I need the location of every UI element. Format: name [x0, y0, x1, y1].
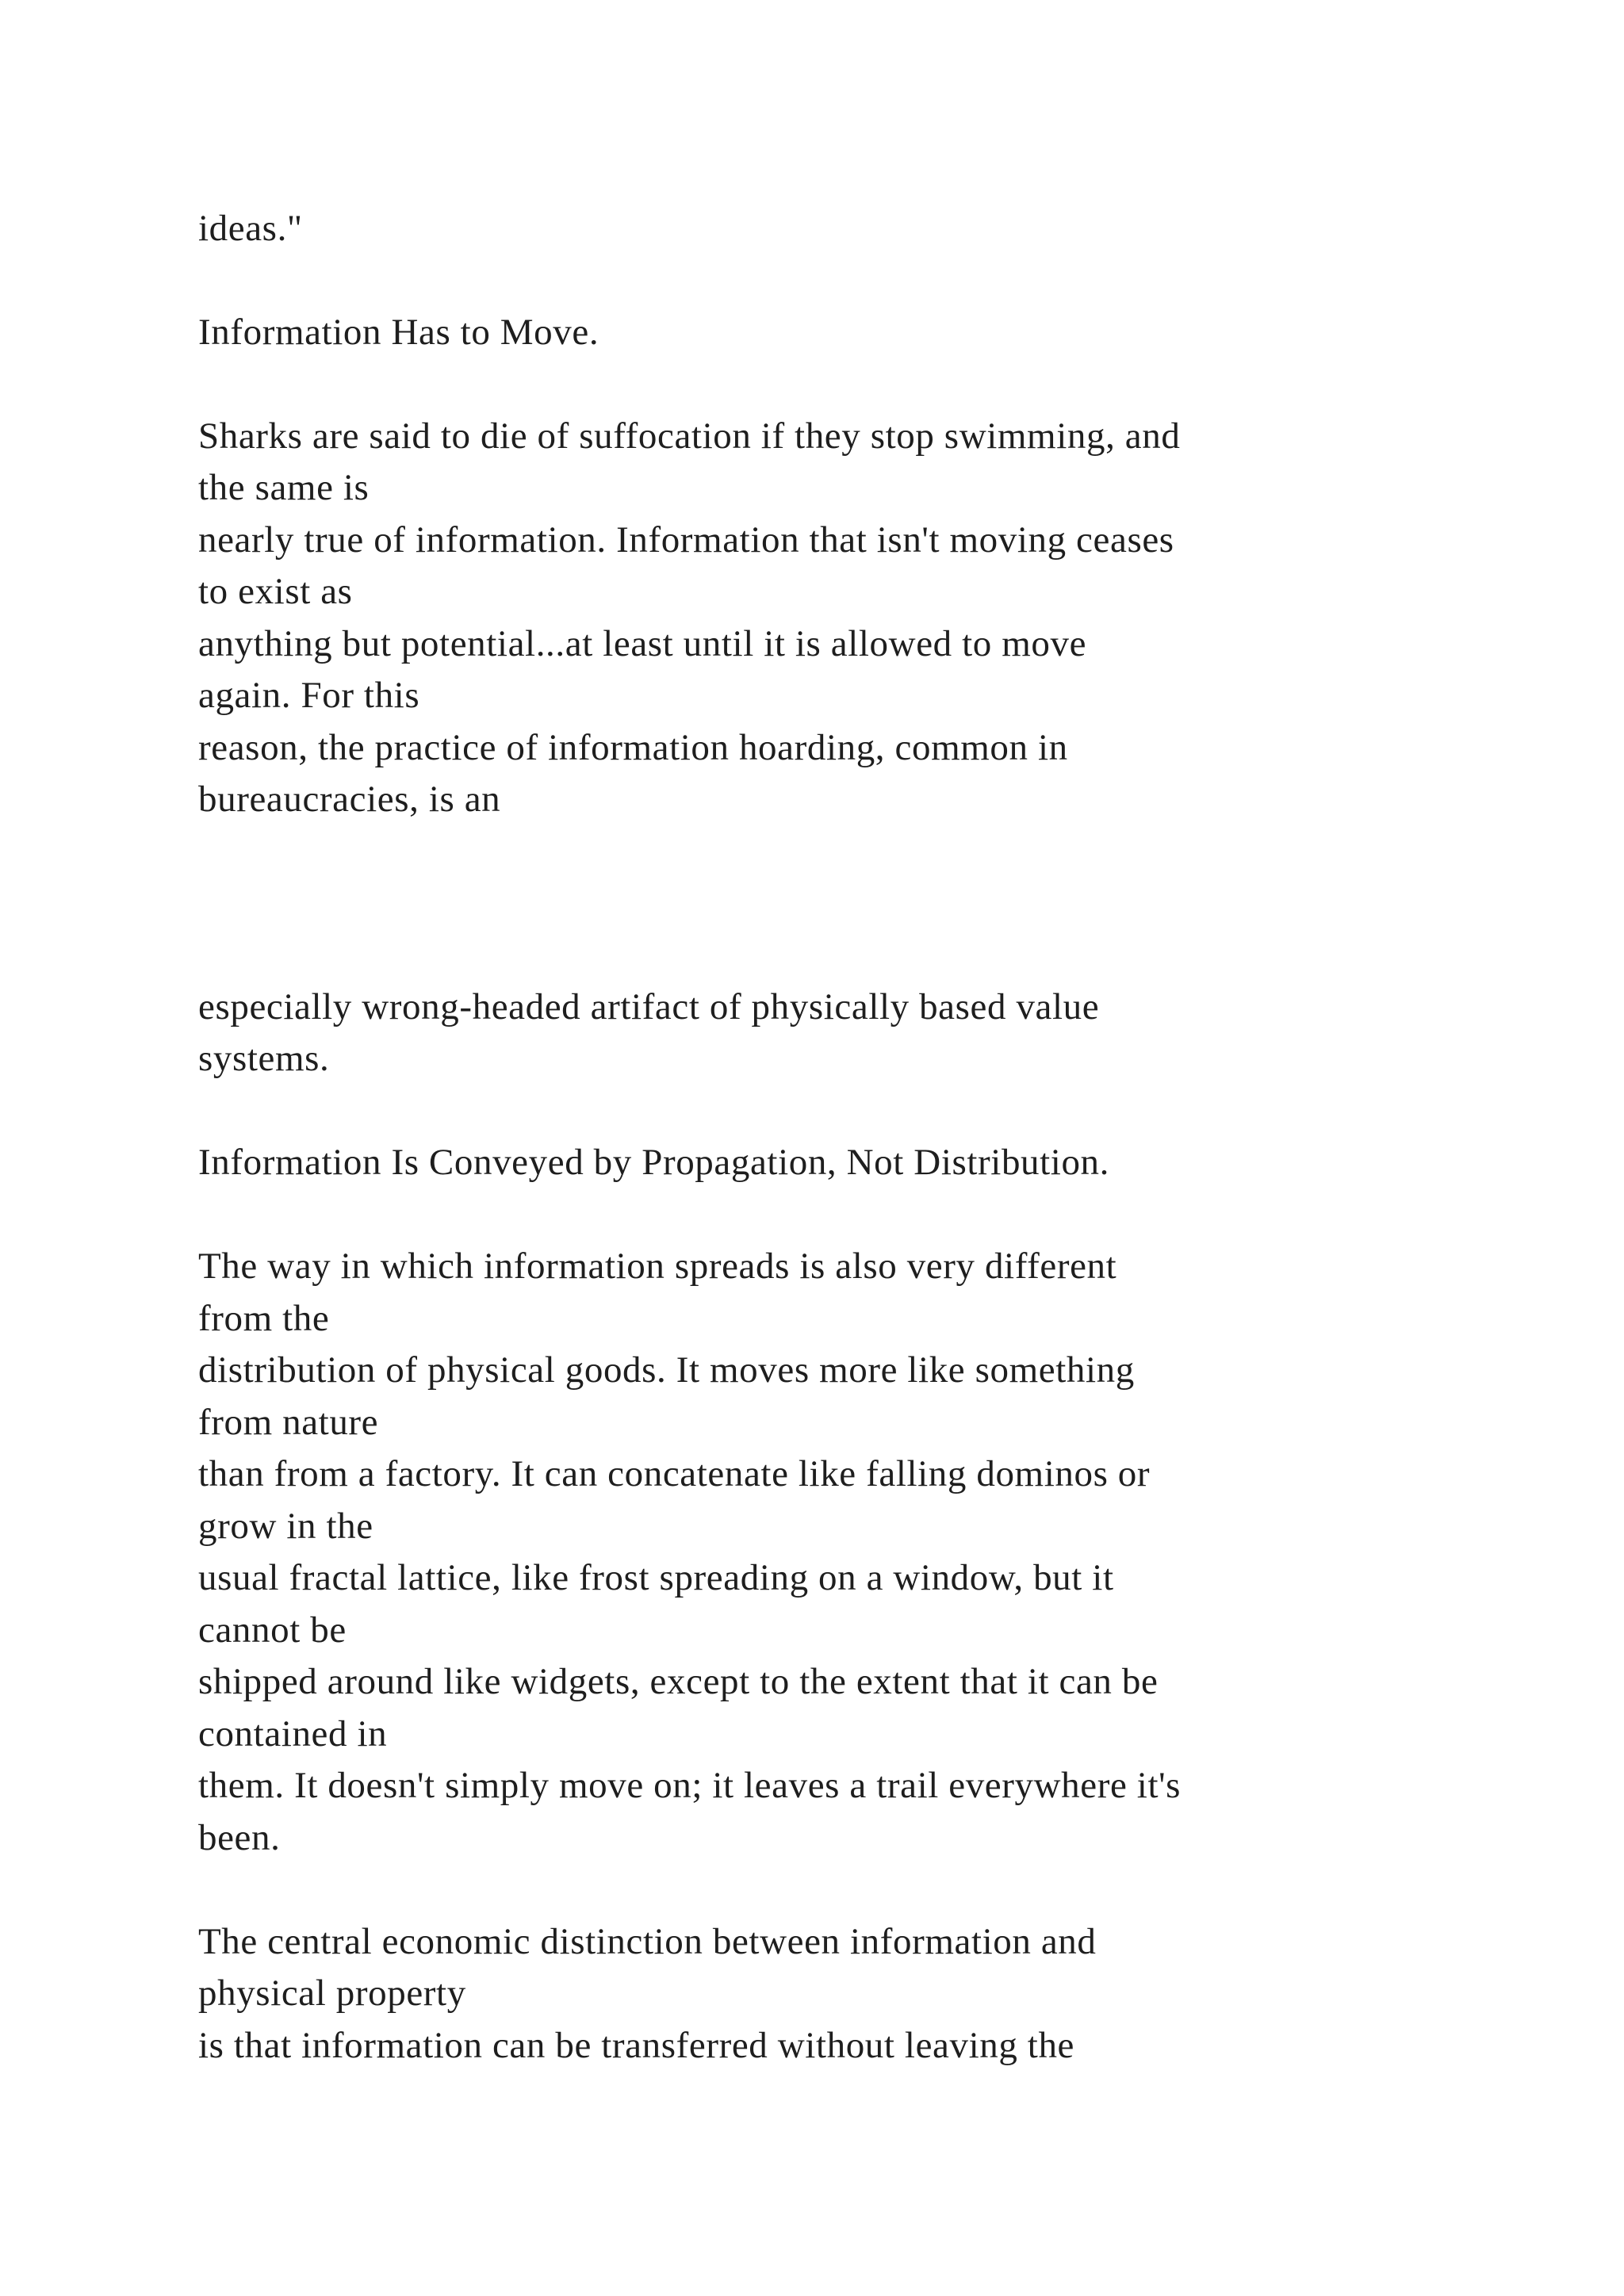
- text-line: physical property: [198, 1973, 466, 2014]
- text-line: Sharks are said to die of suffocation if they stop swimming, and: [198, 415, 1181, 457]
- text-line: The central economic distinction between information and: [198, 1921, 1097, 1962]
- text-line: contained in: [198, 1713, 388, 1755]
- text-line: reason, the practice of information hoarding, common in: [198, 727, 1068, 768]
- text-line: from nature: [198, 1402, 379, 1443]
- text-line: them. It doesn't simply move on; it leaves a trail everywhere it's: [198, 1765, 1182, 1806]
- section-heading: Information Has to Move.: [198, 312, 599, 353]
- text-line: than from a factory. It can concatenate like falling dominos or: [198, 1453, 1151, 1494]
- text-line: shipped around like widgets, except to the extent that it can be: [198, 1661, 1159, 1702]
- text-line: the same is: [198, 467, 370, 508]
- text-line: to exist as: [198, 571, 353, 612]
- text-line: The way in which information spreads is also very different: [198, 1246, 1117, 1287]
- text-line: distribution of physical goods. It moves more like something: [198, 1349, 1135, 1391]
- text-line: is that information can be transferred without leaving the: [198, 2025, 1075, 2066]
- text-line: systems.: [198, 1038, 330, 1079]
- text-line: from the: [198, 1298, 330, 1339]
- text-line: ideas.": [198, 208, 303, 249]
- text-line: again. For this: [198, 675, 420, 716]
- text-line: bureaucracies, is an: [198, 779, 501, 820]
- text-line: usual fractal lattice, like frost spreading on a window, but it: [198, 1557, 1114, 1598]
- text-line: cannot be: [198, 1609, 347, 1651]
- text-line: been.: [198, 1817, 281, 1858]
- section-heading: Information Is Conveyed by Propagation, Not Distribution.: [198, 1142, 1110, 1183]
- text-line: nearly true of information. Information that isn't moving ceases: [198, 519, 1174, 561]
- text-line: grow in the: [198, 1506, 373, 1547]
- text-line: especially wrong-headed artifact of physically based value: [198, 986, 1100, 1027]
- text-line: anything but potential...at least until it is allowed to move: [198, 623, 1087, 664]
